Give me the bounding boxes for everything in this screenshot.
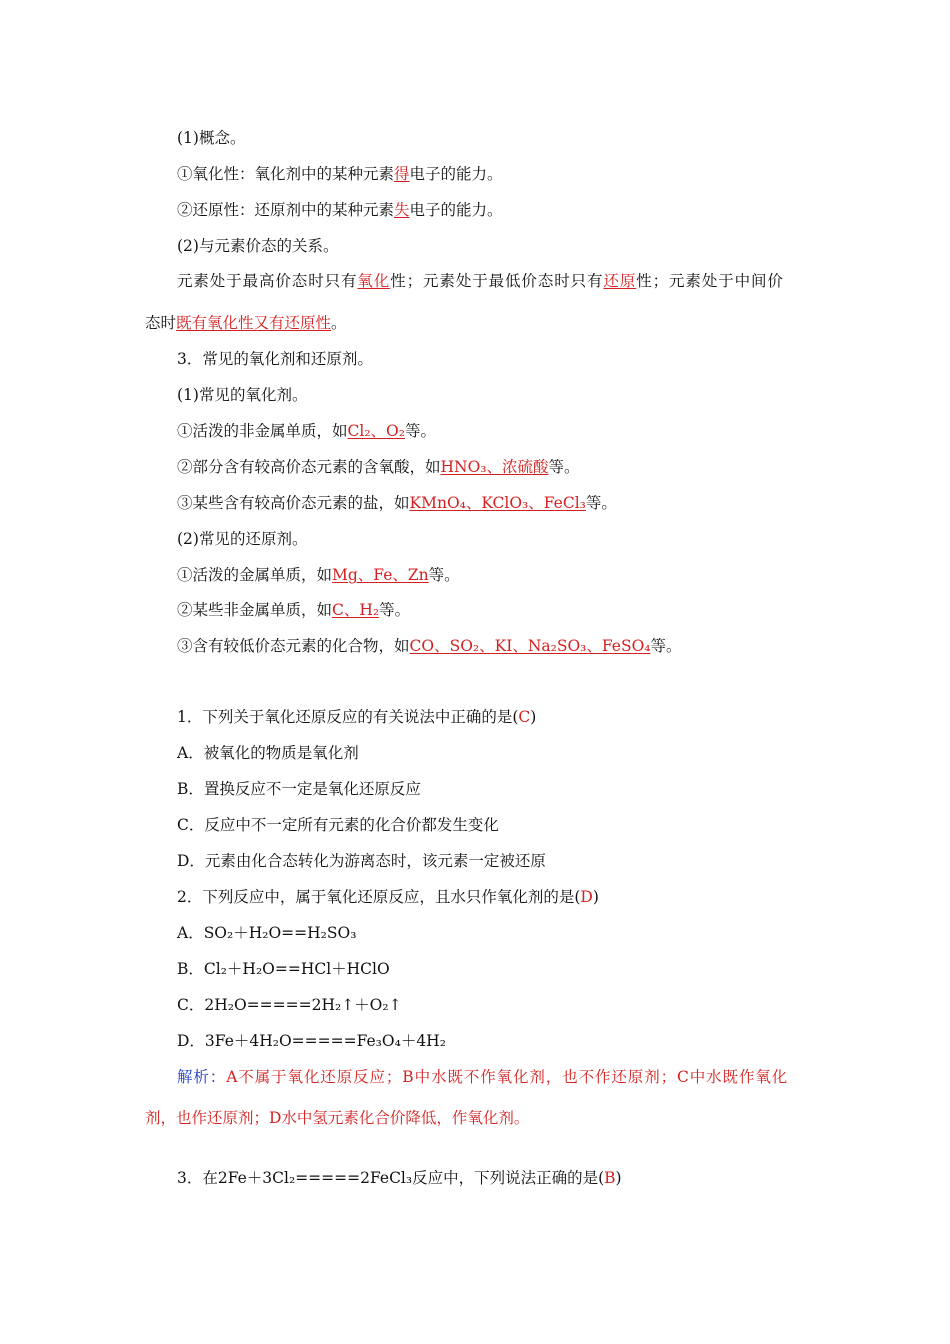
oxidant-item-1: ①活泼的非金属单质，如Cl₂、O₂等。 [177, 422, 436, 440]
reductant-item-2: ②某些非金属单质，如C、H₂等。 [177, 601, 411, 619]
blank-answer: KMnO₄、KClO₃、FeCl₃ [409, 494, 586, 512]
blank-answer: 既有氧化性又有还原性 [176, 314, 332, 332]
oxidant-item-3: ③某些含有较高价态元素的盐，如KMnO₄、KClO₃、FeCl₃等。 [177, 494, 617, 512]
question-1-stem: 1．下列关于氧化还原反应的有关说法中正确的是(C) [177, 708, 537, 726]
question-2-analysis-line-1: 解析：A不属于氧化还原反应；B中水既不作氧化剂，也不作还原剂；C中水既作氧化 [177, 1068, 789, 1086]
blank-answer: 得 [394, 165, 410, 183]
concept-heading: (1)概念。 [177, 129, 246, 147]
blank-answer: Mg、Fe、Zn [332, 566, 429, 584]
question-1-option-a: A．被氧化的物质是氧化剂 [177, 744, 359, 762]
reductants-heading: (2)常见的还原剂。 [177, 530, 308, 548]
question-2-option-b: B．Cl₂＋H₂O==HCl＋HClO [177, 960, 390, 978]
question-2-stem: 2．下列反应中，属于氧化还原反应，且水只作氧化剂的是(D) [177, 888, 599, 906]
oxidizing-property-line: ①氧化性：氧化剂中的某种元素得电子的能力。 [177, 165, 503, 183]
blank-answer: 失 [394, 201, 410, 219]
blank-answer: Cl₂、O₂ [347, 422, 405, 440]
analysis-label: 解析： [177, 1068, 227, 1086]
question-1-option-c: C．反应中不一定所有元素的化合价都发生变化 [177, 816, 499, 834]
reducing-property-line: ②还原性：还原剂中的某种元素失电子的能力。 [177, 201, 503, 219]
blank-answer: C、H₂ [332, 601, 380, 619]
blank-answer: 氧化 [357, 272, 391, 290]
question-answer: C [518, 708, 531, 726]
blank-answer: HNO₃、浓硫酸 [440, 458, 549, 476]
question-1-option-b: B．置换反应不一定是氧化还原反应 [177, 780, 421, 798]
valence-relation-line-2: 态时既有氧化性又有还原性。 [145, 314, 347, 332]
question-answer: D [580, 888, 593, 906]
section-3-title: 3．常见的氧化剂和还原剂。 [177, 350, 373, 368]
question-answer: B [604, 1169, 616, 1187]
reductant-item-3: ③含有较低价态元素的化合物，如CO、SO₂、KI、Na₂SO₃、FeSO₄等。 [177, 637, 682, 655]
question-1-option-d: D．元素由化合态转化为游离态时，该元素一定被还原 [177, 852, 546, 870]
question-2-analysis-line-2: 剂，也作还原剂；D水中氢元素化合价降低，作氧化剂。 [145, 1109, 530, 1127]
blank-answer: CO、SO₂、KI、Na₂SO₃、FeSO₄ [409, 637, 651, 655]
question-2-option-d: D．3Fe＋4H₂O=====Fe₃O₄＋4H₂ [177, 1032, 446, 1050]
blank-answer: 还原 [603, 272, 637, 290]
reductant-item-1: ①活泼的金属单质，如Mg、Fe、Zn等。 [177, 566, 460, 584]
valence-relation-heading: (2)与元素价态的关系。 [177, 237, 339, 255]
oxidants-heading: (1)常见的氧化剂。 [177, 386, 308, 404]
question-2-option-a: A．SO₂＋H₂O==H₂SO₃ [177, 924, 357, 942]
valence-relation-line-1: 元素处于最高价态时只有氧化性；元素处于最低价态时只有还原性；元素处于中间价 [177, 272, 784, 290]
question-2-option-c: C．2H₂O=====2H₂↑＋O₂↑ [177, 996, 402, 1014]
oxidant-item-2: ②部分含有较高价态元素的含氧酸，如HNO₃、浓硫酸等。 [177, 458, 580, 476]
question-3-stem: 3．在2Fe＋3Cl₂=====2FeCl₃反应中，下列说法正确的是(B) [177, 1169, 622, 1187]
